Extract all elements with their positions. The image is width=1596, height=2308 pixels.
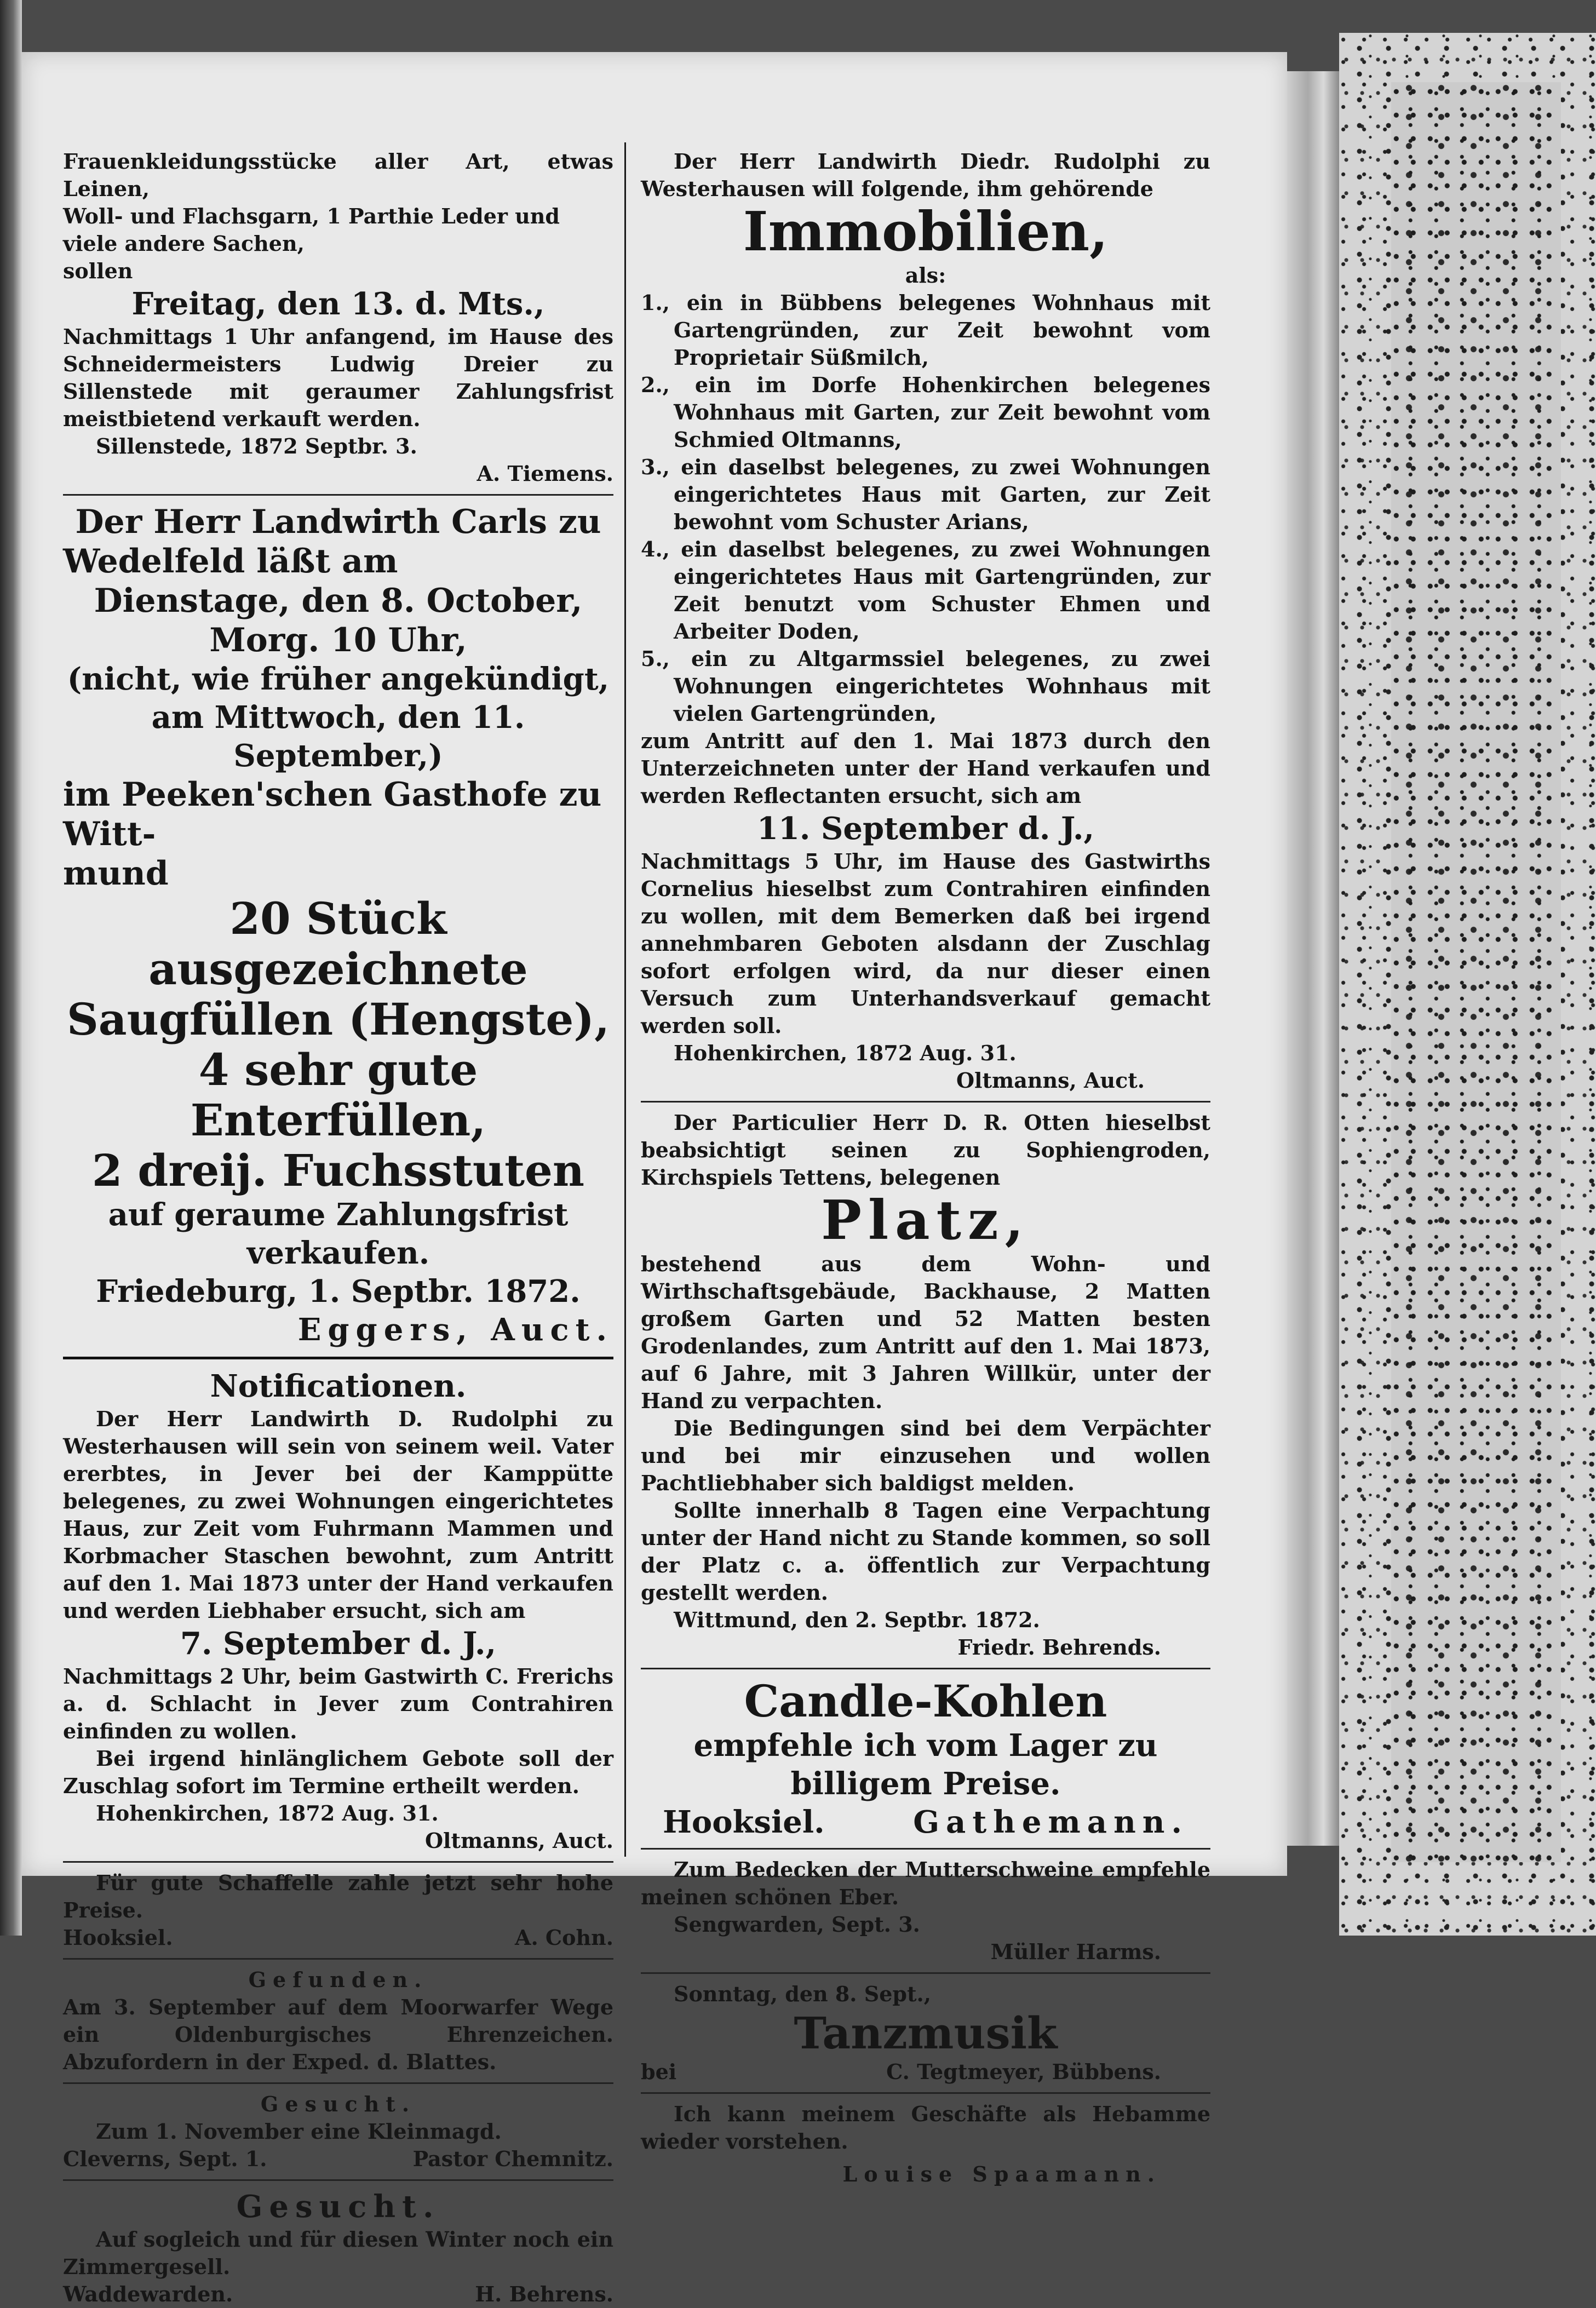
item-number: 4., [641,537,670,561]
text-line: Wedelfeld läßt am [63,542,398,581]
als-line: als: [905,263,946,288]
signer: Pastor Chemnitz. [412,2146,613,2171]
list-item [641,453,1210,536]
signer: C. Tegtmeyer, Bübbens. [886,2059,1161,2084]
ad-body: zum Antritt auf den 1. Mai 1873 durch den Unterzeichneten unter der Hand verkaufen und werden Reflectanten ersucht, sich am [641,728,1210,808]
section-heading: Notificationen. [210,1368,467,1404]
place-date: Hohenkirchen, 1872 Aug. 31. [96,1801,439,1825]
footer-row [63,1924,613,1951]
text-line: (nicht, wie früher angekündigt, [67,661,610,697]
section-heading: Gesucht. [236,2189,440,2225]
text-line: auf geraume Zahlungsfrist verkaufen. [108,1197,569,1271]
right-column [641,148,1210,2188]
ad-body: Für gute Schaffelle zahle jetzt sehr hohe Preise. [63,1870,613,1922]
divider [63,1958,613,1960]
ad-body: Nachmittags 5 Uhr, im Hause des Gastwirths Cornelius hieselbst zum Contrahiren einfinden zu wollen, mit dem Bemerken daß bei irgend annehmbaren Geboten alsdann der Zuschlag sofort erfolgen wird, da nur dieser einen Versuch zum Unterhandsverkauf gemacht werden soll. [641,849,1210,1038]
ad-body: Zum 1. November eine Kleinmagd. [96,2119,502,2144]
place: Cleverns, Sept. 1. [63,2146,267,2171]
list-item [641,289,1210,371]
list-item [641,371,1210,453]
text-line: mund [63,854,169,893]
page-stack-edge [1287,71,1339,1846]
board-pattern [1391,82,1561,1862]
date-line: 7. September d. J., [180,1626,496,1662]
ad-gesucht-1 [63,2091,613,2173]
item-number: 2., [641,372,670,397]
text-line: im Peeken'schen Gasthofe zu Witt- [63,776,602,853]
ad-heading: Platz, [821,1189,1030,1252]
ad-body: bestehend aus dem Wohn- und Wirthschaftsgebäude, Backhause, 2 Matten großem Garten und 52 Matten besten Grodenlandes, zum Antritt auf den 1. Mai 1873, auf 6 Jahre, mit 3 Jahren Willkür, unter der Hand zu verpachten. [641,1251,1210,1413]
text-line: viele andere Sachen, [63,231,305,256]
divider [63,2179,613,2181]
ad-intro: Der Herr Landwirth Diedr. Rudolphi zu Westerhausen will folgende, ihm gehörende [641,149,1210,201]
item-text: ein in Bübbens belegenes Wohnhaus mit Gartengründen, zur Zeit bewohnt vom Proprietair Süßmilch, [674,290,1210,370]
ad-body: Die Bedingungen sind bei dem Verpächter und bei mir einzusehen und wollen Pachtliebhaber sich baldigst melden. [641,1416,1210,1495]
ad-immobilien [641,148,1210,1094]
ad-body: Zum Bedecken der Mutterschweine empfehle meinen schönen Eber. [641,1857,1210,1909]
divider [641,1848,1210,1850]
text-line: 4 sehr gute Enterfüllen, [190,1044,486,1146]
text-line: Friedeburg, 1. Septbr. 1872. [96,1273,581,1310]
footer-row [641,1803,1210,1841]
ad-heading: Tanzmusik [794,2007,1058,2059]
ad-gesucht-2 [63,2188,613,2308]
ad-body: Der Herr Landwirth D. Rudolphi zu Westerhausen will sein von seinem weil. Vater ererbtes, in Jever bei der Kamppütte belegenes, zu zwei Wohnungen eingerichtetes Haus, zur Zeit vom Fuhrmann Mammen und Korbmacher Staschen bewohnt, zum Antritt auf den 1. Mai 1873 unter der Hand verkaufen und werden Liebhaber ersucht, sich am [63,1406,613,1623]
ad-candle-kohlen [641,1676,1210,1841]
divider [641,2092,1210,2094]
divider [641,1972,1210,1974]
item-number: 3., [641,455,670,479]
text-line: Frauenkleidungsstücke aller Art, etwas Leinen, [63,149,613,201]
signer: A. Tiemens. [476,461,613,486]
divider [63,494,613,496]
text-line: Woll- und Flachsgarn, 1 Parthie Leder und [63,204,560,228]
ad-body: Am 3. September auf dem Moorwarfer Wege ein Oldenburgisches Ehrenzeichen. Abzufordern in der Exped. d. Blattes. [63,1995,613,2074]
section-heading: Gesucht. [260,2092,416,2116]
ad-body: Bei irgend hinlänglichem Gebote soll der Zuschlag sofort im Termine ertheilt werden. [63,1746,613,1798]
ad-schaffelle [63,1869,613,1951]
ad-platz [641,1109,1210,1661]
item-text: ein im Dorfe Hohenkirchen belegenes Wohnhaus mit Garten, zur Zeit bewohnt vom Schmied Oltmanns, [674,372,1210,452]
ad-body: Sollte innerhalb 8 Tagen eine Verpachtung unter der Hand nicht zu Stande kommen, so soll der Platz c. a. öffentlich zur Verpachtung gestellt werden. [641,1498,1210,1605]
place-date: Sengwarden, Sept. 3. [674,1912,920,1937]
signer: Müller Harms. [990,1939,1161,1964]
ad-intro: Der Particulier Herr D. R. Otten hieselbst beabsichtigt seinen zu Sophiengroden, Kirchspiels Tettens, belegenen [641,1110,1210,1190]
section-heading: Gefunden. [248,1967,428,1992]
left-column [63,148,613,2308]
footer-row [63,2281,613,2308]
date-line: Sonntag, den 8. Sept., [674,1982,931,2006]
text-line: Der Herr Landwirth Carls zu [75,503,601,541]
divider [63,1861,613,1863]
ad-hebamme [641,2100,1210,2188]
place: Hooksiel. [663,1804,825,1840]
text-line: 2 dreij. Fuchsstuten [91,1145,585,1196]
signer: Oltmanns, Auct. [956,1068,1145,1093]
bei-label: bei [641,2059,677,2084]
list-item [641,645,1210,727]
signer: H. Behrens. [475,2282,613,2306]
ad-body: empfehle ich vom Lager zu billigem Preise. [693,1727,1158,1802]
text-line: sollen [63,259,133,283]
ad-carls [63,502,613,1349]
signer: A. Cohn. [514,1925,613,1950]
signer: Eggers, Auct. [297,1312,613,1348]
notificationen [63,1367,613,1855]
text-line: Morg. 10 Uhr, [209,621,467,659]
spacer [641,2155,1210,2161]
item-number: 5., [641,646,670,671]
ad-heading: Immobilien, [743,200,1109,263]
divider [63,2082,613,2084]
list-item [641,536,1210,645]
ad-body: Nachmittags 1 Uhr anfangend, im Hause des Schneidermeisters Ludwig Dreier zu Sillenstede mit geraumer Zahlungsfrist meistbietend verkauft werden. [63,324,613,431]
item-text: ein daselbst belegenes, zu zwei Wohnungen eingerichtetes Haus mit Garten, zur Zeit bewohnt vom Schuster Arians, [674,455,1210,534]
ad-body: Ich kann meinem Geschäfte als Hebamme wieder vorstehen. [641,2102,1210,2154]
signer: Gathemann. [913,1804,1189,1840]
divider [641,1668,1210,1669]
item-text: ein daselbst belegenes, zu zwei Wohnungen eingerichtetes Haus mit Gartengründen, zur Zeit benutzt vom Schuster Ehmen und Arbeiter Doden, [674,537,1210,644]
place: Waddewarden. [63,2282,233,2306]
place: Hooksiel. [63,1925,173,1950]
date-line: Freitag, den 13. d. Mts., [131,286,545,322]
footer-row [641,2058,1210,2086]
ad-tanzmusik [641,1980,1210,2086]
text-line: am Mittwoch, den 11. September,) [151,699,525,774]
ad-eber [641,1856,1210,1966]
date-line: 11. September d. J., [757,811,1094,847]
signer: Oltmanns, Auct. [424,1828,613,1853]
text-line: Dienstage, den 8. October, [94,582,583,620]
column-rule [624,142,626,1857]
ad-body: Auf sogleich und für diesen Winter noch ein Zimmergesell. [63,2227,613,2279]
place-date: Sillenstede, 1872 Septbr. 3. [96,434,417,458]
ad-sillenstede [63,148,613,487]
scan-left-edge [0,0,22,1936]
divider [641,1101,1210,1103]
ad-gefunden [63,1966,613,2076]
ad-heading: Candle-Kohlen [744,1675,1107,1727]
place-date: Wittmund, den 2. Septbr. 1872. [674,1607,1040,1632]
item-number: 1., [641,290,670,315]
place-date: Hohenkirchen, 1872 Aug. 31. [674,1041,1017,1065]
text-line: 20 Stück ausgezeichnete [148,893,528,995]
newspaper-page [22,52,1287,2306]
divider [63,1357,613,1359]
ad-body: Nachmittags 2 Uhr, beim Gastwirth C. Frerichs a. d. Schlacht in Jever zum Contrahiren einfinden zu wollen. [63,1664,613,1743]
signer: Louise Spaamann. [842,2162,1161,2186]
signer: Friedr. Behrends. [957,1635,1161,1660]
footer-row [63,2145,613,2173]
text-line: Saugfüllen (Hengste), [66,994,610,1045]
item-text: ein zu Altgarmssiel belegenes, zu zwei Wohnungen eingerichtetes Wohnhaus mit vielen Gartengründen, [674,646,1210,726]
